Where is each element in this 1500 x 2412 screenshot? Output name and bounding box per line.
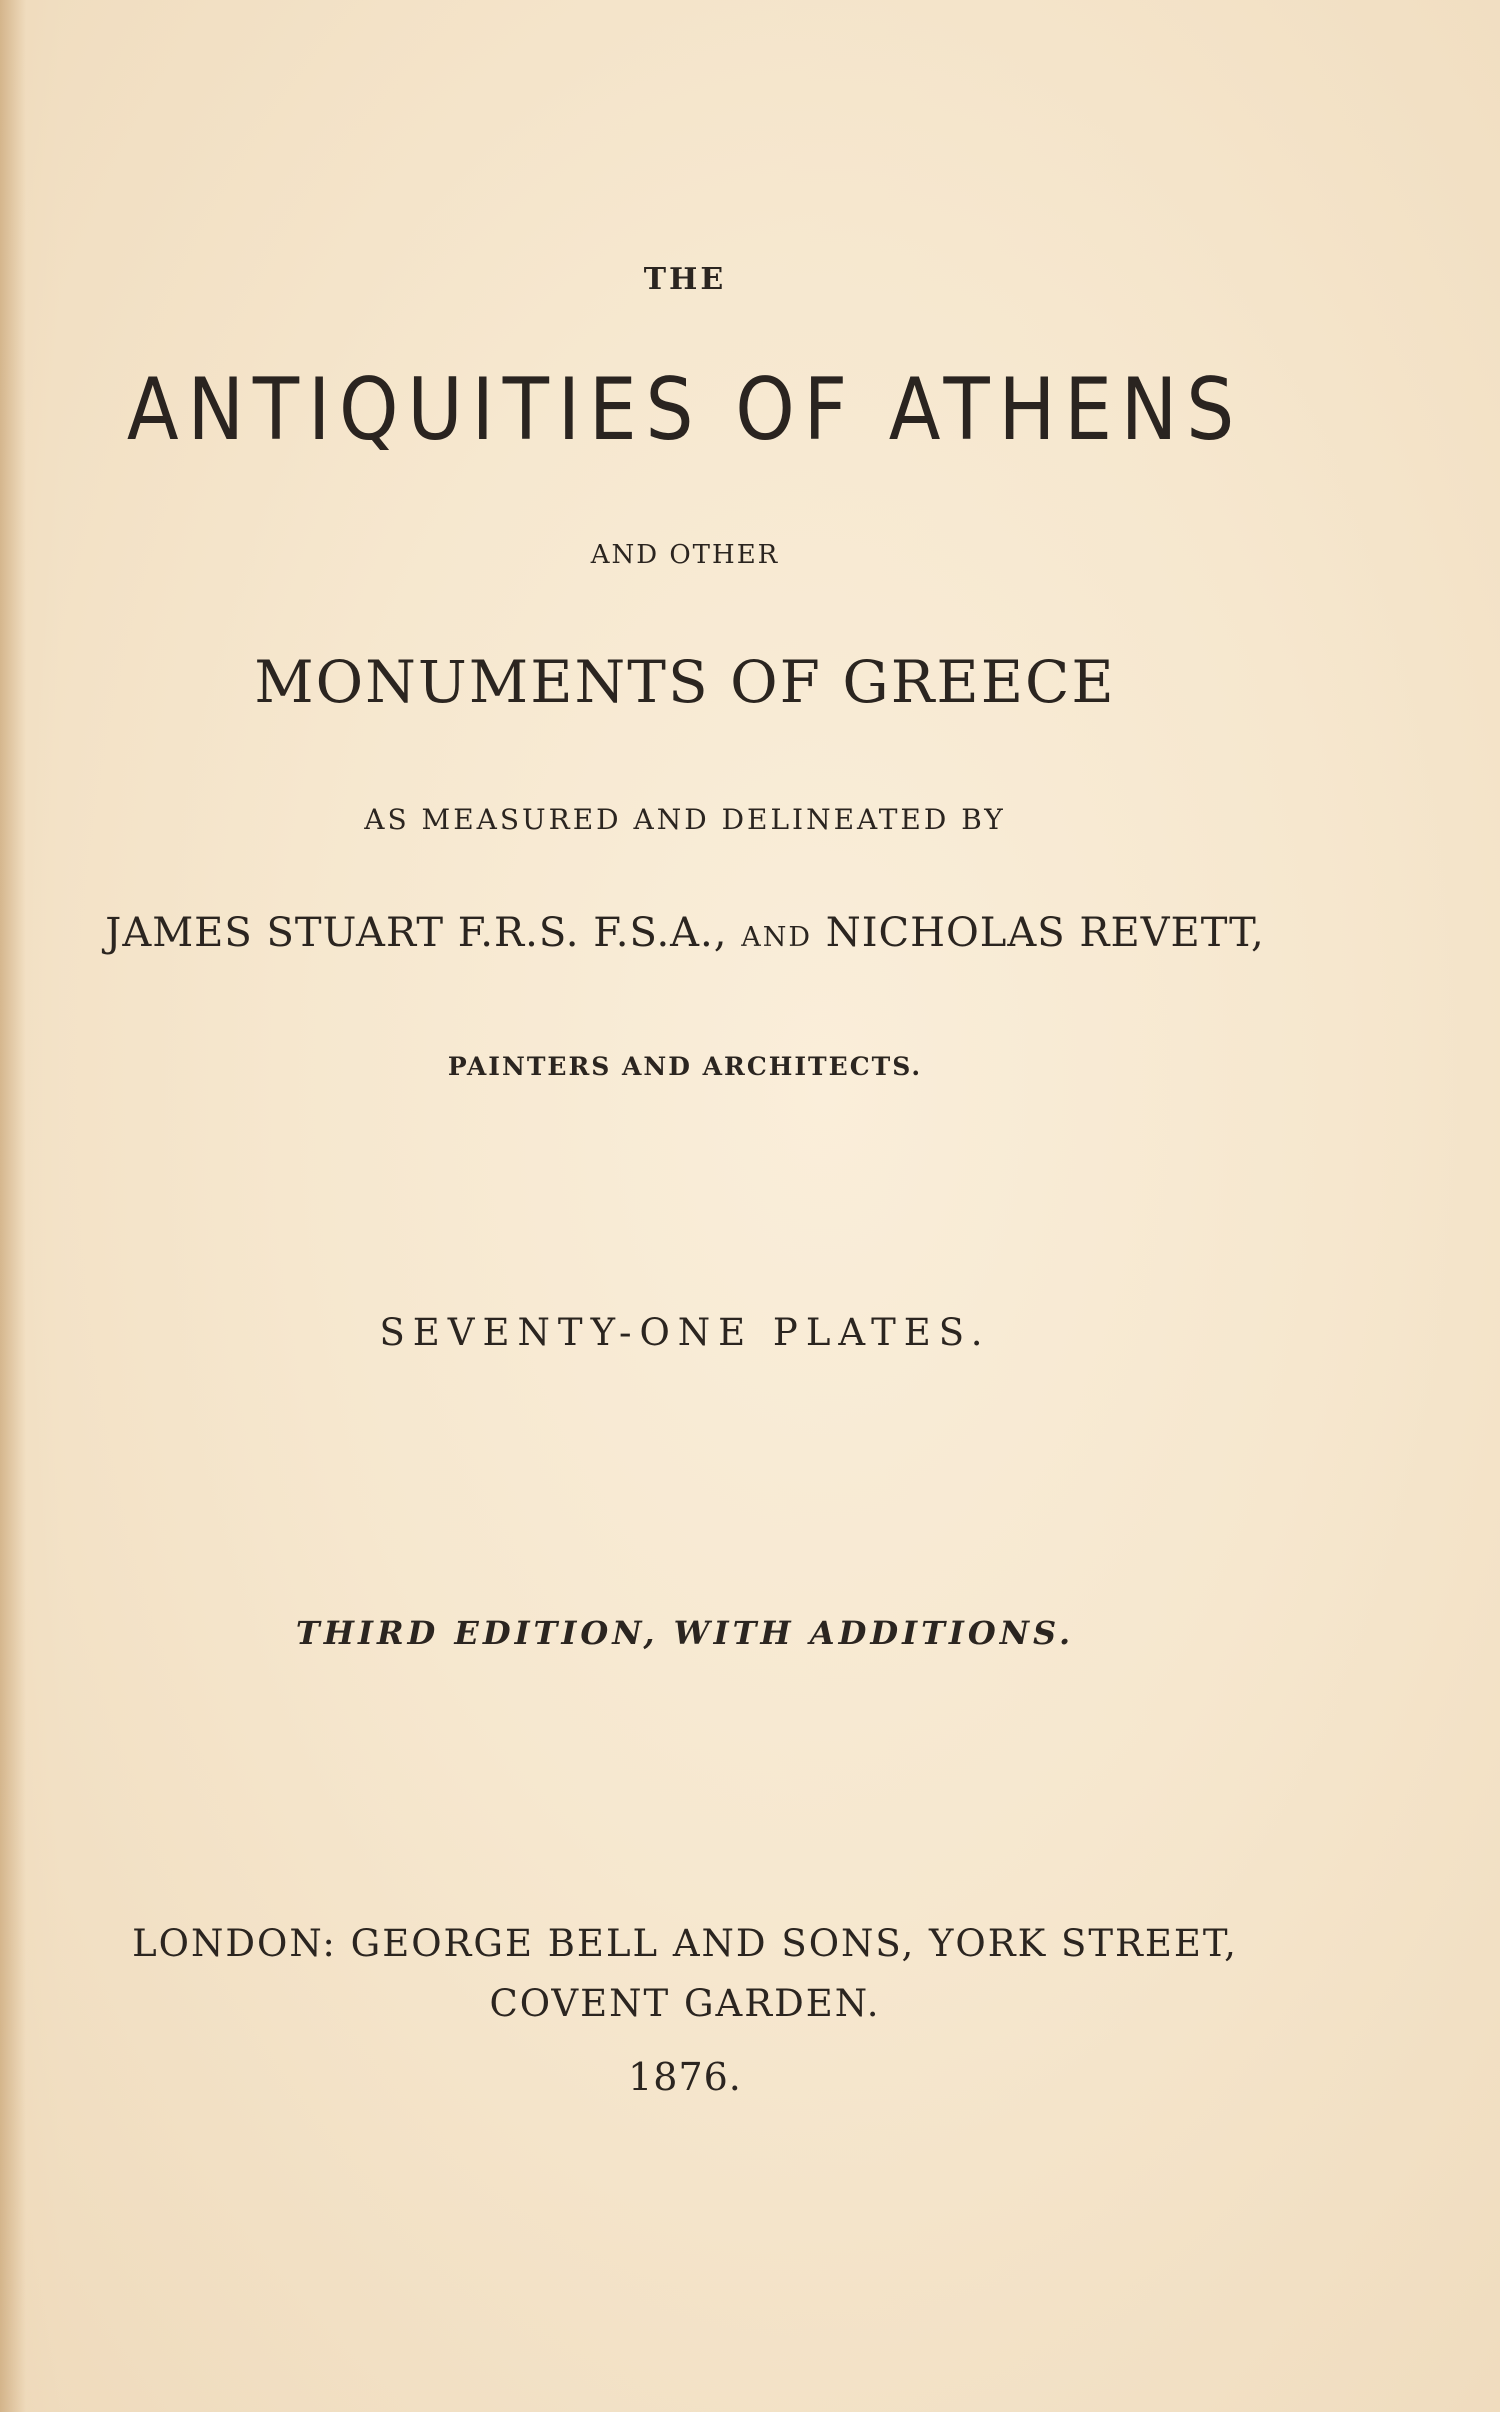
author-stuart: JAMES STUART F.R.S. F.S.A., (105, 910, 728, 956)
author-conjunction: AND (741, 922, 812, 953)
title-connector: AND OTHER (590, 540, 780, 570)
author-revett: NICHOLAS REVETT, (825, 910, 1265, 956)
plates-count: SEVENTY-ONE PLATES. (379, 1311, 991, 1354)
title-article: THE (643, 262, 727, 297)
page-edge-shadow (0, 0, 26, 2412)
professions-line: PAINTERS AND ARCHITECTS. (447, 1052, 923, 1081)
edition-line: THIRD EDITION, WITH ADDITIONS. (295, 1614, 1075, 1652)
measured-by-line: AS MEASURED AND DELINEATED BY (364, 803, 1006, 836)
subtitle: MONUMENTS OF GREECE (254, 648, 1116, 716)
publication-year: 1876. (628, 2055, 742, 2099)
publisher-line-1: LONDON: GEORGE BELL AND SONS, YORK STREET, (132, 1922, 1238, 1965)
authors-line (0, 910, 1370, 956)
main-title: ANTIQUITIES OF ATHENS (126, 360, 1244, 460)
publisher-line-2: COVENT GARDEN. (489, 1982, 881, 2025)
